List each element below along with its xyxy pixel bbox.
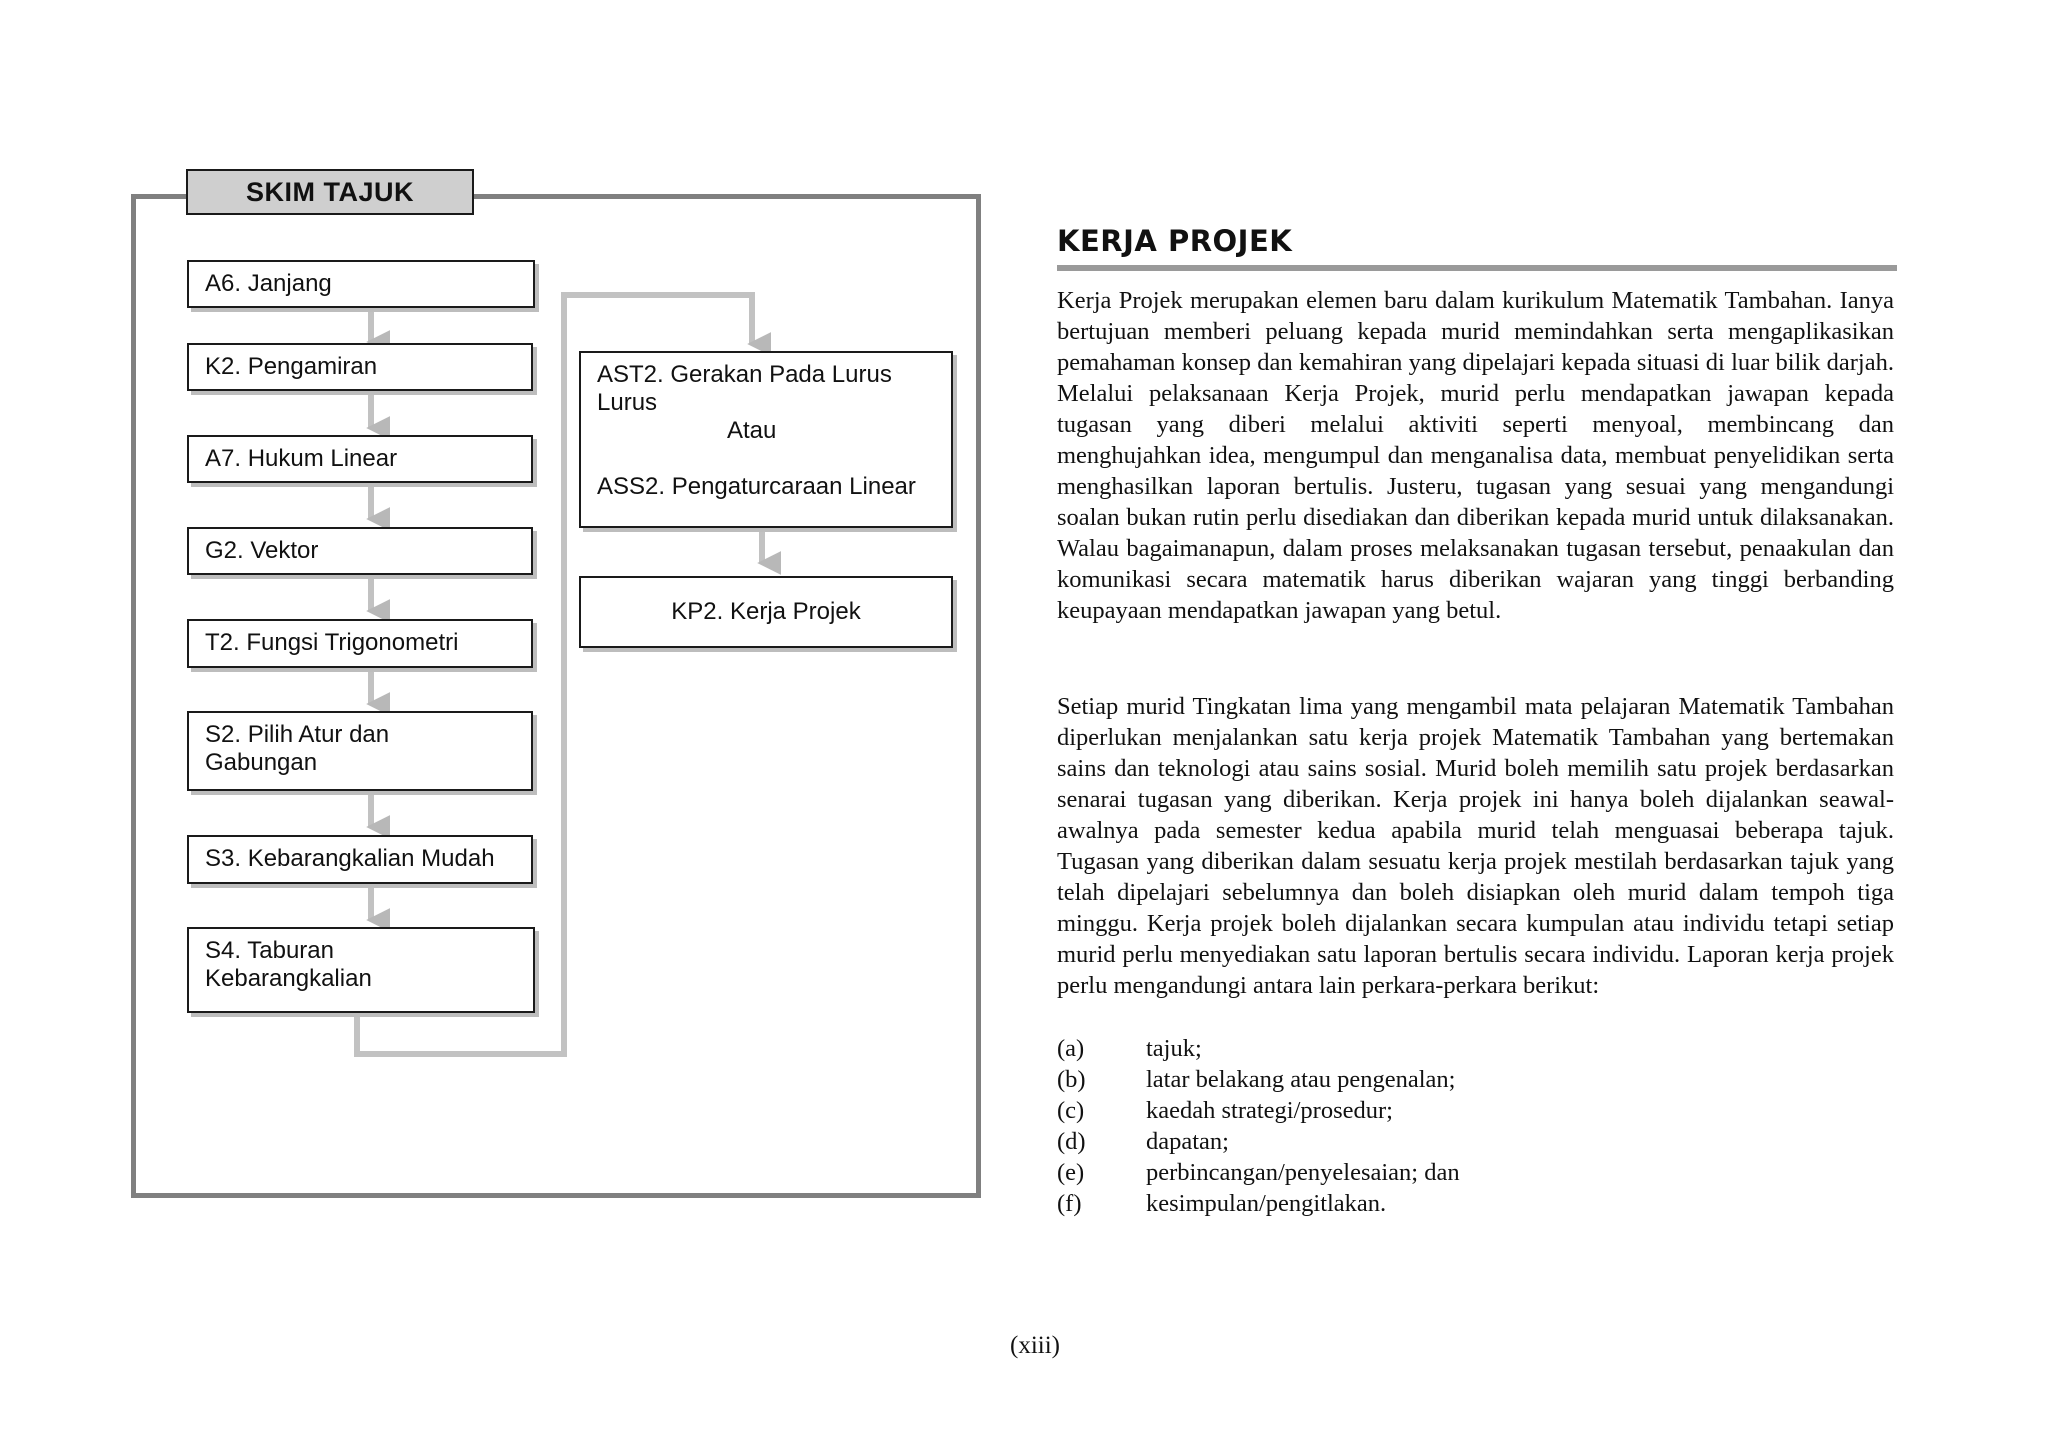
list-item [1057, 1033, 1894, 1064]
topic-box-g2 [187, 527, 533, 575]
topic-label-line1: S2. Pilih Atur dan [205, 721, 390, 748]
elective-separator: Atau [727, 417, 777, 444]
list-item-label: (d) [1057, 1128, 1086, 1155]
topic-label-line1: S4. Taburan [205, 937, 334, 964]
article-heading: KERJA PROJEK [1057, 224, 1293, 258]
topic-box-k2 [187, 343, 533, 391]
topic-label: G2. Vektor [205, 537, 319, 564]
page-number: (xiii) [1010, 1332, 1060, 1359]
topic-label-line2: Gabungan [205, 749, 318, 776]
list-item-label: (c) [1057, 1097, 1085, 1124]
report-items-list [1057, 1033, 1894, 1219]
list-item [1057, 1188, 1894, 1219]
list-item-text: kaedah strategi/prosedur; [1146, 1097, 1393, 1124]
topic-box-a6 [187, 260, 535, 308]
list-item-label: (b) [1057, 1066, 1086, 1093]
topic-box-kp2 [579, 576, 953, 648]
list-item-label: (f) [1057, 1190, 1082, 1217]
article-paragraph-2: Setiap murid Tingkatan lima yang mengambil mata pelajaran Matematik Tambahan diperlukan menjalankan satu kerja projek Matematik Tambahan yang bertemakan sains dan teknologi atau sains sosial. Murid boleh memilih satu projek berdasarkan senarai tugasan yang diberikan. Kerja projek ini hanya boleh dijalankan seawal-awalnya pada semester kedua apabila murid telah menguasai beberapa tajuk. Tugasan yang diberikan dalam sesuatu kerja projek mestilah berdasarkan tajuk yang telah dipelajari sebelumnya dan boleh disiapkan oleh murid dalam tempoh tiga minggu. Kerja projek boleh dijalankan secara kumpulan atau individu tetapi setiap murid perlu menyediakan satu laporan bertulis secara individu. Laporan kerja projek perlu mengandungi antara lain perkara-perkara berikut: [1057, 693, 1894, 999]
topic-box-a7 [187, 435, 533, 483]
elective-option1-line1: AST2. Gerakan Pada Lurus [597, 361, 892, 388]
elective-option1-line2: Lurus [597, 389, 658, 416]
list-item-text: kesimpulan/pengitlakan. [1146, 1190, 1387, 1217]
topic-label: A6. Janjang [205, 270, 332, 297]
scheme-title: SKIM TAJUK [186, 169, 474, 215]
list-item-text: tajuk; [1146, 1035, 1202, 1062]
topic-label: A7. Hukum Linear [205, 445, 398, 472]
elective-option2: ASS2. Pengaturcaraan Linear [597, 473, 916, 500]
list-item [1057, 1064, 1894, 1095]
topic-label: T2. Fungsi Trigonometri [205, 629, 459, 656]
list-item [1057, 1095, 1894, 1126]
list-item [1057, 1157, 1894, 1188]
topic-label: S3. Kebarangkalian Mudah [205, 845, 495, 872]
topic-label: KP2. Kerja Projek [671, 598, 861, 625]
topic-label: K2. Pengamiran [205, 353, 378, 380]
topic-box-elective [579, 351, 953, 528]
list-item-label: (e) [1057, 1159, 1085, 1186]
article-paragraph-1: Kerja Projek merupakan elemen baru dalam kurikulum Matematik Tambahan. Ianya bertujuan memberi peluang kepada murid memindahkan serta mengaplikasikan pemahaman konsep dan kemahiran yang dipelajari kepada situasi di luar bilik darjah. Melalui pelaksanaan Kerja Projek, murid perlu mendapatkan jawapan kepada tugasan yang diberi melalui aktiviti seperti menyoal, membincang dan menghujahkan idea, mengumpul dan menganalisa data, membuat penyelidikan serta menghasilkan laporan bertulis. Justeru, tugasan yang sesuai yang mengandungi soalan bukan rutin perlu disediakan dan diberikan kepada murid untuk dilaksanakan. Walau bagaimanapun, dalam proses melaksanakan tugasan tersebut, penaakulan dan komunikasi secara matematik harus diberikan wajaran yang tinggi berbanding keupayaan mendapatkan jawapan yang betul. [1057, 287, 1894, 624]
list-item-text: latar belakang atau pengenalan; [1146, 1066, 1456, 1093]
topic-box-s3 [187, 835, 533, 884]
list-item-text: perbincangan/penyelesaian; dan [1146, 1159, 1460, 1186]
topic-box-s4 [187, 927, 535, 1013]
list-item-label: (a) [1057, 1035, 1085, 1062]
list-item [1057, 1126, 1894, 1157]
topic-label-line2: Kebarangkalian [205, 965, 372, 992]
heading-rule [1057, 265, 1897, 271]
topic-box-t2 [187, 619, 533, 668]
topic-box-s2 [187, 711, 533, 791]
list-item-text: dapatan; [1146, 1128, 1229, 1155]
